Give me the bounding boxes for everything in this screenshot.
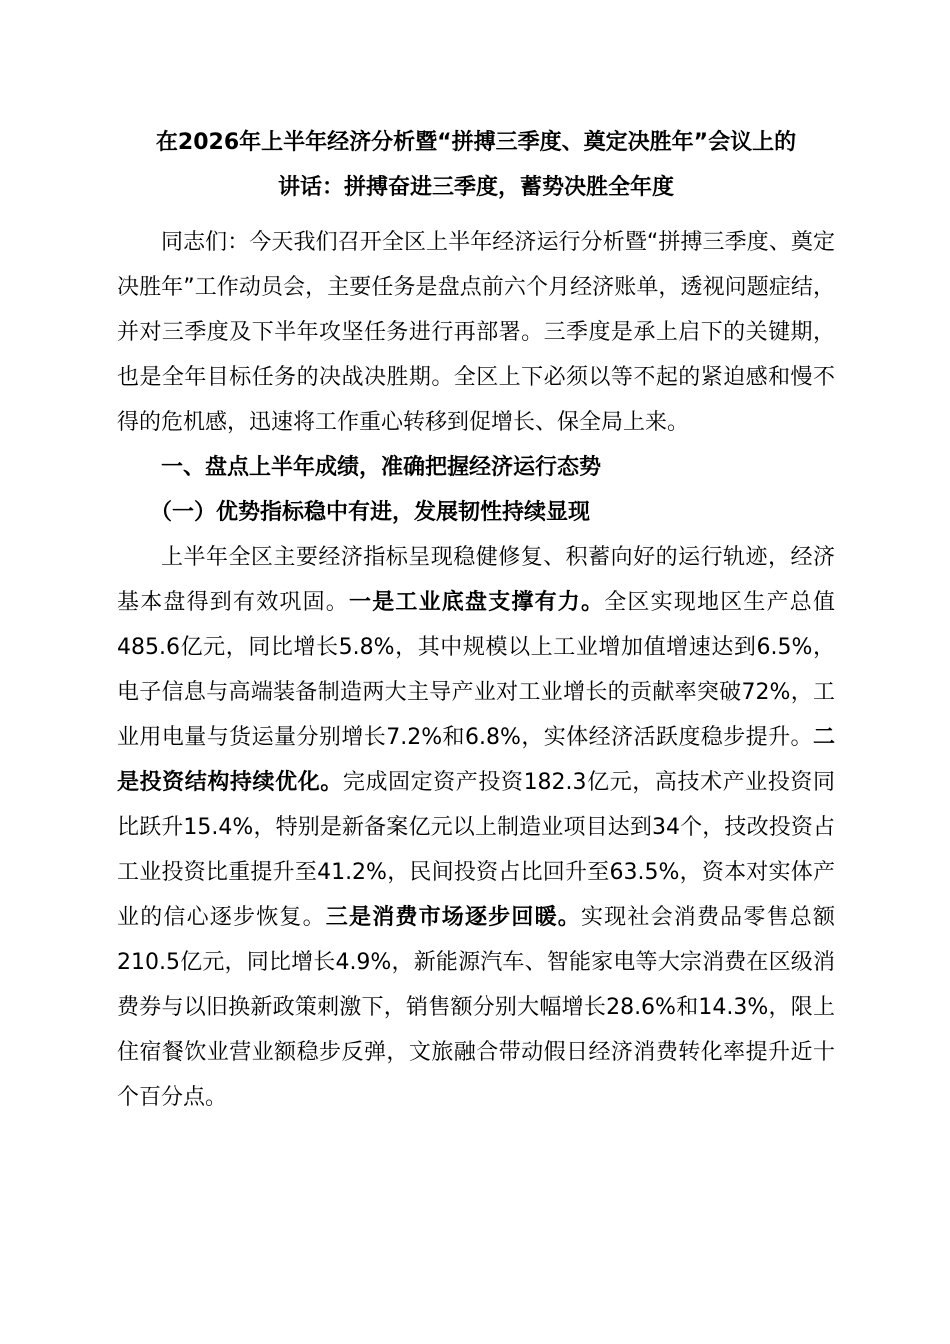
document-title: [117, 120, 835, 210]
point-1-text: 全区实现地区生产总值485.6亿元，同比增长5.8%，其中规模以上工业增加值增速达到6.5%，电子信息与高端装备制造两大主导产业对工业增长的贡献率突破72%，工业用电量与货运量分别增长7.2%和6.8%，实体经济活跃度稳步提升。: [117, 590, 835, 750]
intro-paragraph: 同志们：今天我们召开全区上半年经济运行分析暨“拼搏三季度、奠定决胜年”工作动员会，主要任务是盘点前六个月经济账单，透视问题症结，并对三季度及下半年攻坚任务进行再部署。三季度是承上启下的关键期，也是全年目标任务的决战决胜期。全区上下必须以等不起的紧迫感和慢不得的危机感，迅速将工作重心转移到促增长、保全局上来。: [117, 230, 835, 435]
title-line-1: 在2026年上半年经济分析暨“拼搏三季度、奠定决胜年”会议上的: [155, 130, 797, 155]
point-1-label: 一是工业底盘支撑有力。: [349, 590, 605, 615]
section-1-heading: 一、盘点上半年成绩，准确把握经济运行态势: [161, 455, 602, 480]
paragraph-lead: 上半年全区主要经济指标呈现稳健修复、积蓄向好的运行轨迹，经济基本盘得到有效巩固。: [117, 545, 835, 615]
section-1-1-paragraph: [117, 535, 835, 1120]
point-3-label: 三是消费市场逐步回暖。: [325, 905, 581, 930]
point-2-text: 完成固定资产投资182.3亿元，高技术产业投资同比跃升15.4%，特别是新备案亿元以上制造业项目达到34个，技改投资占工业投资比重提升至41.2%，民间投资占比回升至63.5%，资本对实体产业的信心逐步恢复。: [117, 770, 835, 930]
point-2-label: 二是投资结构持续优化。: [117, 725, 835, 795]
point-3-text: 实现社会消费品零售总额210.5亿元，同比增长4.9%，新能源汽车、智能家电等大宗消费在区级消费券与以旧换新政策刺激下，销售额分别大幅增长28.6%和14.3%，限上住宿餐饮业营业额稳步反弹，文旅融合带动假日经济消费转化率提升近十个百分点。: [117, 905, 835, 1110]
title-line-2: 讲话：拼搏奋进三季度，蓄势决胜全年度: [277, 175, 674, 200]
section-1-1-heading: （一）优势指标稳中有进，发展韧性持续显现: [150, 500, 591, 525]
document-page: [117, 120, 835, 1120]
